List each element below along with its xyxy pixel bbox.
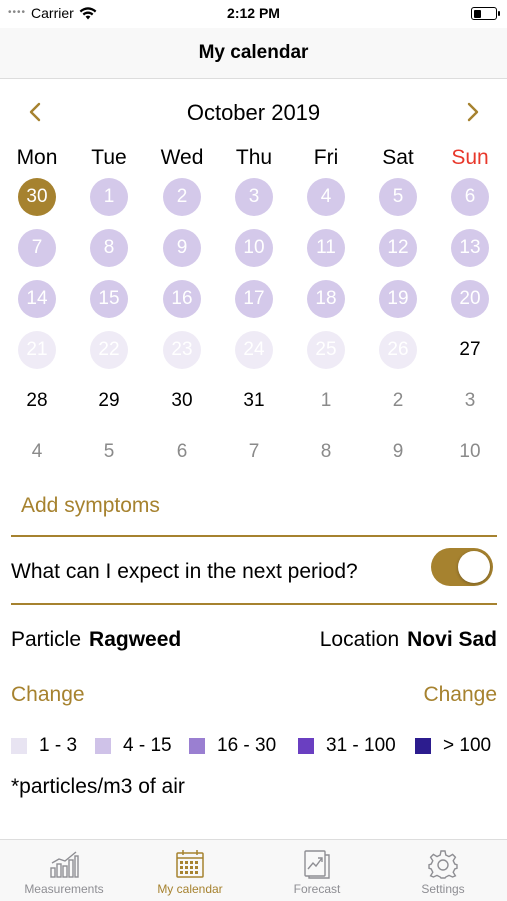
calendar-day[interactable]: 24 — [235, 331, 273, 369]
particle-value: Ragweed — [89, 628, 182, 651]
tab-label: Measurements — [24, 882, 104, 896]
calendar-day[interactable]: 30 — [171, 390, 193, 411]
calendar-day[interactable]: 1 — [90, 178, 128, 216]
forecast-icon — [303, 849, 331, 879]
status-time: 2:12 PM — [227, 5, 280, 21]
expect-next-period-toggle[interactable] — [431, 548, 493, 586]
page-title: My calendar — [198, 42, 309, 63]
calendar-day-today[interactable]: 30 — [18, 178, 56, 216]
calendar-day[interactable]: 4 — [307, 178, 345, 216]
calendar-day[interactable]: 5 — [103, 441, 115, 462]
calendar-day[interactable]: 9 — [163, 229, 201, 267]
calendar-day[interactable]: 10 — [459, 441, 481, 462]
legend-swatch — [189, 738, 205, 754]
month-label: October 2019 — [186, 100, 321, 125]
legend-swatch — [415, 738, 431, 754]
weekday-label: Tue — [91, 146, 127, 169]
weekday-label: Thu — [235, 146, 273, 169]
change-location-button[interactable]: Change — [423, 683, 497, 706]
tab-label: My calendar — [157, 882, 223, 896]
legend-item — [95, 735, 172, 757]
location-label: Location — [319, 628, 400, 651]
calendar-day[interactable]: 6 — [451, 178, 489, 216]
calendar-icon — [175, 849, 205, 879]
calendar-day[interactable]: 22 — [90, 331, 128, 369]
weekday-header — [0, 146, 507, 176]
weekday-label: Fri — [313, 146, 339, 169]
calendar-day[interactable]: 26 — [379, 331, 417, 369]
tab-settings[interactable] — [380, 840, 506, 901]
calendar-day[interactable]: 2 — [163, 178, 201, 216]
divider — [11, 535, 497, 537]
calendar-day[interactable]: 3 — [235, 178, 273, 216]
calendar-day[interactable]: 29 — [98, 390, 120, 411]
calendar-day[interactable]: 5 — [379, 178, 417, 216]
weekday-label: Sun — [451, 146, 489, 169]
tab-my-calendar[interactable] — [127, 840, 253, 901]
legend-label: 4 - 15 — [123, 735, 172, 756]
tab-forecast[interactable] — [254, 840, 380, 901]
battery-icon — [471, 7, 497, 20]
location-info — [320, 628, 497, 652]
next-month-button[interactable] — [459, 98, 487, 126]
particle-label: Particle — [11, 628, 82, 651]
calendar-day[interactable]: 9 — [392, 441, 404, 462]
calendar-day[interactable]: 6 — [176, 441, 188, 462]
calendar-day[interactable]: 15 — [90, 280, 128, 318]
month-header — [0, 96, 507, 132]
particle-info — [11, 628, 181, 652]
legend-item — [298, 735, 396, 757]
change-particle-button[interactable]: Change — [11, 683, 85, 706]
calendar-day[interactable]: 3 — [464, 390, 476, 411]
calendar-day[interactable]: 10 — [235, 229, 273, 267]
add-symptoms-button[interactable]: Add symptoms — [21, 494, 160, 517]
gear-icon — [428, 849, 458, 879]
legend-item — [11, 735, 77, 757]
calendar-day[interactable]: 14 — [18, 280, 56, 318]
tab-measurements[interactable] — [1, 840, 127, 901]
location-value: Novi Sad — [407, 628, 497, 651]
concentration-legend — [11, 735, 501, 757]
calendar-day[interactable]: 21 — [18, 331, 56, 369]
legend-item — [189, 735, 276, 757]
divider — [11, 603, 497, 605]
calendar-day[interactable]: 16 — [163, 280, 201, 318]
calendar-day[interactable]: 1 — [320, 390, 332, 411]
calendar-day[interactable]: 8 — [90, 229, 128, 267]
legend-swatch — [95, 738, 111, 754]
calendar-day[interactable]: 11 — [307, 229, 345, 267]
calendar-day[interactable]: 4 — [31, 441, 43, 462]
legend-swatch — [298, 738, 314, 754]
calendar-day[interactable]: 7 — [248, 441, 260, 462]
calendar-day[interactable]: 12 — [379, 229, 417, 267]
weekday-label: Mon — [16, 146, 58, 169]
calendar-day[interactable]: 17 — [235, 280, 273, 318]
tab-label: Settings — [421, 882, 465, 896]
legend-item — [415, 735, 491, 757]
legend-label: 31 - 100 — [326, 735, 396, 756]
calendar-day[interactable]: 8 — [320, 441, 332, 462]
weekday-label: Sat — [382, 146, 414, 169]
legend-swatch — [11, 738, 27, 754]
units-footnote: *particles/m3 of air — [11, 775, 185, 798]
calendar-day[interactable]: 28 — [26, 390, 48, 411]
navigation-bar — [0, 28, 507, 79]
carrier-name: Carrier — [31, 5, 74, 21]
calendar-day[interactable]: 20 — [451, 280, 489, 318]
chevron-right-icon — [467, 102, 479, 122]
legend-label: 1 - 3 — [39, 735, 78, 756]
signal-dots-icon: •••• — [8, 6, 27, 18]
calendar-day[interactable]: 27 — [459, 339, 481, 360]
toggle-knob — [458, 551, 490, 583]
calendar-day[interactable]: 2 — [392, 390, 404, 411]
calendar-day[interactable]: 25 — [307, 331, 345, 369]
calendar-day[interactable]: 19 — [379, 280, 417, 318]
tab-bar — [0, 839, 507, 901]
tab-label: Forecast — [293, 882, 341, 896]
calendar-day[interactable]: 23 — [163, 331, 201, 369]
calendar-day[interactable]: 31 — [243, 390, 265, 411]
calendar-day[interactable]: 7 — [18, 229, 56, 267]
calendar-day[interactable]: 18 — [307, 280, 345, 318]
bar-chart-icon — [49, 850, 79, 878]
expect-next-period-label: What can I expect in the next period? — [11, 560, 358, 583]
calendar-day[interactable]: 13 — [451, 229, 489, 267]
legend-label: > 100 — [443, 735, 492, 756]
weekday-label: Wed — [160, 146, 204, 169]
legend-label: 16 - 30 — [217, 735, 277, 756]
status-bar — [0, 0, 507, 28]
